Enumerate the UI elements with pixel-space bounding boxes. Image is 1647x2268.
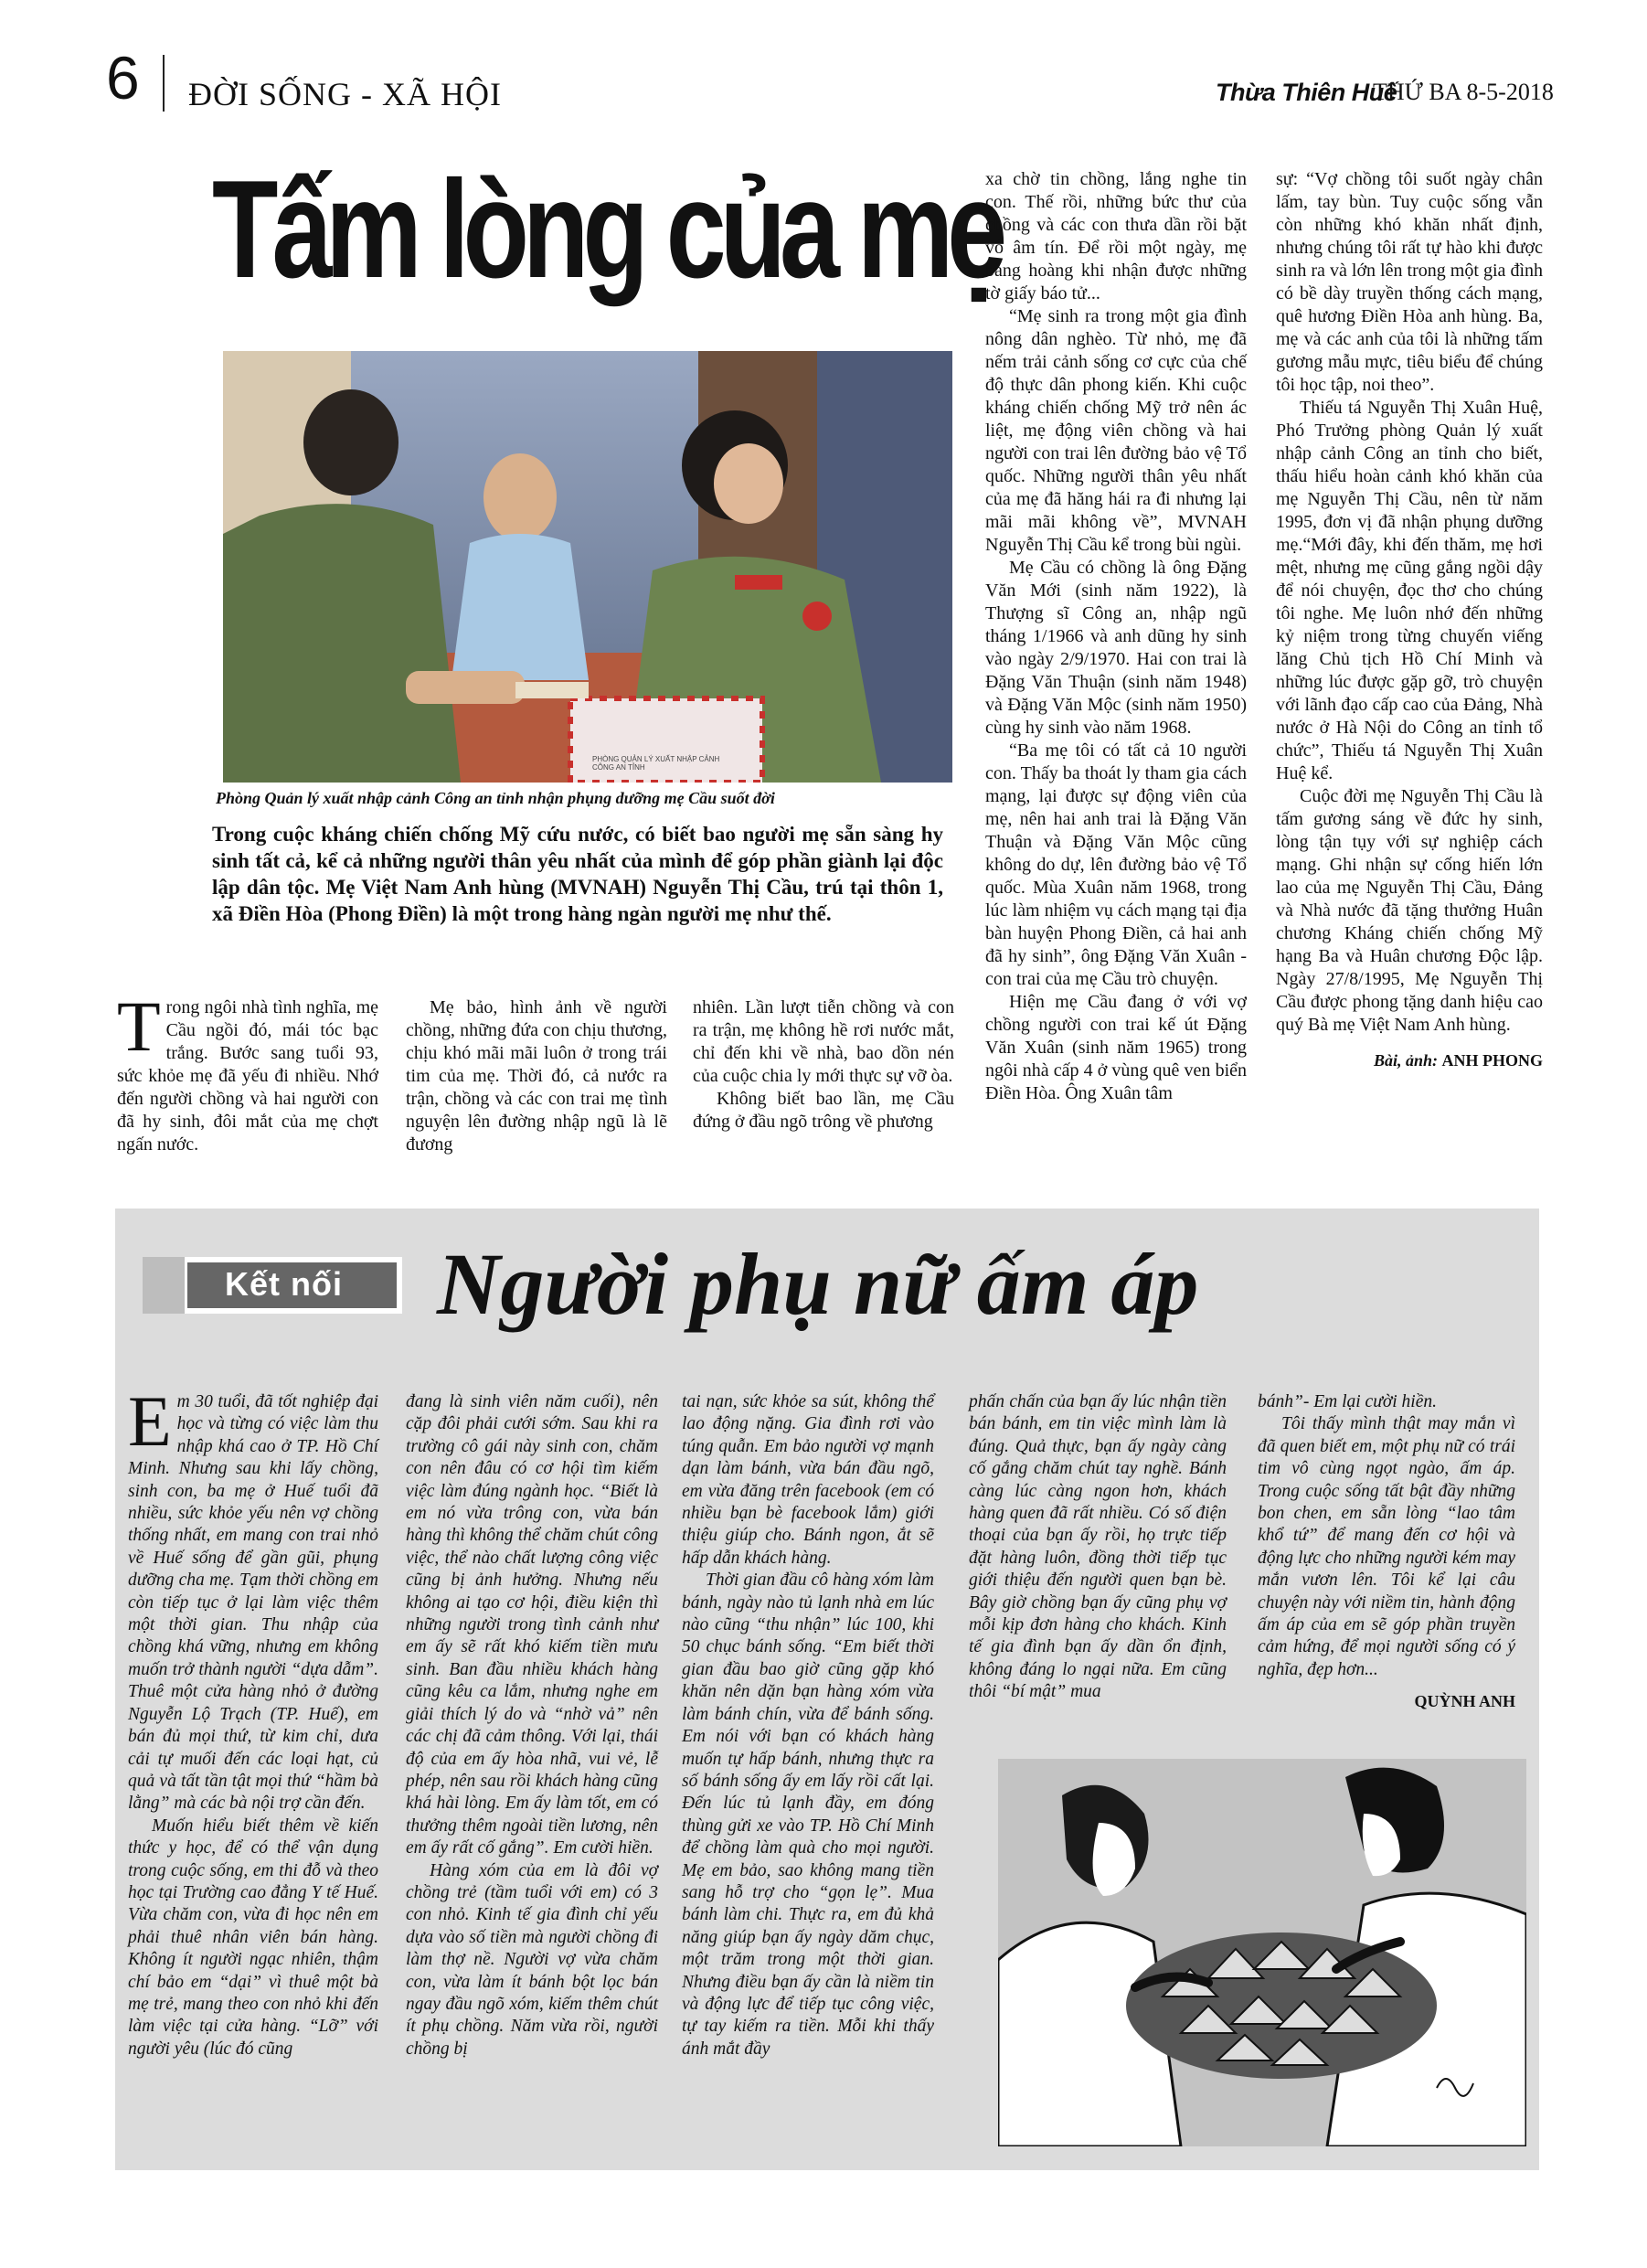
article-headline: Tấm lòng của mẹ [212,152,1002,307]
photo-caption: Phòng Quản lý xuất nhập cảnh Công an tỉnh nhận phụng dưỡng mẹ Cầu suốt đời [216,789,775,807]
article1-column-1 [117,986,378,1156]
article-photo [223,351,952,783]
article2-column-5 [1258,1391,1515,1713]
paragraph: Hiện mẹ Cầu đang ở với vợ chồng người con trai kế út Đặng Văn Xuân (sinh năm 1965) trong ngôi nhà cấp 4 ở vùng quê ven biển Điền Hòa. Ông Xuân tâm [985,992,1247,1103]
paragraph: xa chờ tin chồng, lắng nghe tin con. Thế rồi, những bức thư của chồng và các con thưa dần rồi bặt vô âm tín. Để rồi một ngày, mẹ bàng hoàng khi nhận được những tờ giấy báo tử... [985,169,1247,303]
paragraph: sự: “Vợ chồng tôi suốt ngày chân lấm, tay bùn. Tuy cuộc sống vẫn còn những khó khăn nhất định, nhưng chúng tôi rất tự hào khi được sinh ra và lớn lên trong một gia đình có bề dày truyền thống cách mạng, quê hương Điền Hòa anh hùng. Ba, mẹ và các anh của tôi là những tấm gương mẫu mực, tiêu biểu để chúng tôi học tập, noi theo”. [1276,169,1543,395]
issue-date: THỨ BA 8-5-2018 [1373,79,1554,105]
paragraph: Hàng xóm của em là đôi vợ chồng trẻ (tầm tuổi với em) có 3 con nhỏ. Kinh tế gia đình chỉ yếu dựa vào số tiền mà người chồng đi làm thợ nề. Người vợ vừa chăm con, vừa làm ít bánh bột lọc bán ngay đầu ngõ xóm, kiếm thêm chút ít phụ chồng. Năm vừa rồi, người chồng bị [406,1860,658,2059]
paragraph: phấn chấn của bạn ấy lúc nhận tiền bán bánh, em tin việc mình làm là đúng. Quả thực, bạn ấy ngày càng cố gắng chăm chút tay nghề. Bánh càng lúc càng ngon hơn, khách hàng quen đã rất nhiều. Có số điện thoại của bạn ấy rồi, họ trực tiếp đặt hàng luôn, đồng thời tiếp tục giới thiệu đến người quen bạn bè. Bây giờ chồng bạn ấy cũng phụ vợ mỗi kịp đơn hàng cho khách. Kinh tế gia đình bạn ấy dần ổn định, không đáng lo ngại nữa. Em cũng thôi “bí mật” mua [969,1392,1227,1702]
byline-name: QUỲNH ANH [1414,1692,1515,1711]
paragraph: m 30 tuổi, đã tốt nghiệp đại học và từng có việc làm thu nhập khá cao ở TP. Hồ Chí Minh. Nhưng sau khi lấy chồng, sinh con, ba mẹ ở Huế tuổi đã nhiều, sức khỏe yếu nên vợ chồng thống nhất, em mang con trai nhỏ về Huế sống để gần gũi, phụng dưỡng cha mẹ. Tạm thời chồng em còn tiếp tục ở lại làm việc thêm một thời gian. Thu nhập của chồng khá vững, nhưng em không muốn trở thành người “dựa dẫm”. Thuê một cửa hàng nhỏ ở đường Nguyễn Lộ Trạch (TP. Huế), em bán đủ mọi thứ, từ kim chỉ, dưa cải tự muối đến các loại hạt, củ quả và tất tần tật mọi thứ “hầm bà lằng” mà các bà nội trợ cần đến. [128,1392,378,1814]
paragraph: Thiếu tá Nguyễn Thị Xuân Huệ, Phó Trưởng phòng Quản lý xuất nhập cảnh Công an tỉnh cho biết, thấu hiểu hoàn cảnh khó khăn của mẹ Nguyễn Thị Cầu, nên từ năm 1995, đơn vị đã nhận phụng dưỡng mẹ.“Mới đây, khi đến thăm, mẹ hơi mệt, nhưng mẹ cũng gắng ngồi dậy để nói chuyện, đọc thơ cho chúng tôi nghe. Mẹ luôn nhớ đến những kỷ niệm trong từng chuyến viếng lăng Chủ tịch Hồ Chí Minh và những lúc được gặp gỡ, trò chuyện với lãnh đạo cấp cao của Đảng, Nhà nước ở Hà Nội do Công an tỉnh tổ chức”, Thiếu tá Nguyễn Thị Xuân Huệ kể. [1276,398,1543,783]
article2-column-3 [682,1391,934,2060]
paragraph: “Ba mẹ tôi có tất cả 10 người con. Thấy ba thoát ly tham gia cách mạng, lại được sự động viên của mẹ, nên hai anh trai là Đặng Văn Thuận và Đặng Văn Mộc cũng không do dự, lên đường bảo vệ Tổ quốc. Mùa Xuân năm 1968, trong lúc làm nhiệm vụ cách mạng tại địa bàn huyện Phong Điền, cả hai anh đã hy sinh”, ông Đặng Văn Xuân - con trai của mẹ Cầu trò chuyện. [985,740,1247,989]
paragraph: Tôi thấy mình thật may mắn vì đã quen biết em, một phụ nữ có trái tim vô cùng ngọt ngào, ấm áp. Trong cuộc sống tất bật đầy những bon chen, em sẵn lòng “lao tâm khổ tứ” để mang đến cơ hội và động lực cho những người kém may mắn vươn lên. Tôi kể lại câu chuyện này với niềm tin, hành động ấm áp của em sẽ góp phần truyền cảm hứng, để mọi người sống có ý nghĩa, đẹp hơn... [1258,1414,1515,1679]
tag-accent [143,1257,185,1314]
dropcap: T [117,986,161,1066]
byline-name: ANH PHONG [1441,1051,1543,1070]
header-divider [163,55,165,112]
paragraph: Cuộc đời mẹ Nguyễn Thị Cầu là tấm gương sáng về đức hy sinh, lòng tận tụy với sự nghiệp cách mạng. Ghi nhận sự cống hiến lớn lao của mẹ Nguyễn Thị Cầu, Đảng và Nhà nước đã tặng thưởng Huân chương Kháng chiến chống Mỹ hạng Ba và Huân chương Độc lập. Ngày 27/8/1995, Mẹ Nguyễn Thị Cầu được phong tặng danh hiệu cao quý Bà mẹ Việt Nam Anh hùng. [1276,786,1543,1035]
paragraph: tai nạn, sức khỏe sa sút, không thể lao động nặng. Gia đình rơi vào túng quẫn. Em bảo người vợ mạnh dạn làm bánh, vừa bán đầu ngõ, em vừa đăng trên facebook (em có nhiều bạn bè facebook lắm) giới thiệu giúp cho. Bánh ngon, ắt sẽ hấp dẫn khách hàng. [682,1392,934,1568]
article2-column-2 [406,1391,658,2060]
dropcap: E [128,1381,172,1461]
paragraph: Không biết bao lần, mẹ Cầu đứng ở đầu ngõ trông về phương [693,1089,954,1132]
paragraph: “Mẹ sinh ra trong một gia đình nông dân nghèo. Từ nhỏ, mẹ đã nếm trải cảnh sống cơ cực của chế độ thực dân phong kiến. Khi cuộc kháng chiến chống Mỹ trở nên ác liệt, mẹ động viên chồng và hai người con trai lên đường bảo vệ Tổ quốc. Những người thân yêu nhất của mẹ đã hăng hái ra đi nhưng lại mãi mãi không về”, MVNAH Nguyễn Thị Cầu kể trong bùi ngùi. [985,306,1247,555]
article1-column-2 [406,996,667,1156]
article2-column-4 [969,1391,1227,1704]
byline: Bài, ảnh: ANH PHONG [1373,1051,1543,1070]
article1-column-4 [985,168,1247,1105]
newspaper-masthead: Thừa Thiên Huế [1216,79,1397,106]
paragraph: bánh”- Em lại cười hiền. [1258,1392,1437,1411]
paragraph: Mẹ Cầu có chồng là ông Đặng Văn Mới (sinh năm 1922), là Thượng sĩ Công an, nhập ngũ tháng 1/1966 và anh dũng hy sinh vào ngày 2/9/1970. Hai con trai là Đặng Văn Thuận (sinh năm 1948) và Đặng Văn Mộc (sinh năm 1950) cùng hy sinh vào năm 1968. [985,558,1247,738]
byline [1258,1690,1515,1712]
paragraph: Mẹ bảo, hình ảnh về người chồng, những đứa con chịu thương, chịu khó mãi mãi luôn ở trong trái tim của mẹ. Thời đó, cả nước ra trận, chồng và các con trai mẹ tình nguyện lên đường nhập ngũ là lẽ đương [406,997,667,1155]
paragraph: Thời gian đầu cô hàng xóm làm bánh, ngày nào tủ lạnh nhà em lúc nào cũng “thu nhận” lúc 100, khi 50 chục bánh sống. “Em biết thời gian đầu bao giờ cũng gặp khó khăn nên dặn bạn hàng xóm vừa làm bánh chín, vừa để bánh sống. Em nói với bạn có khách hàng muốn tự hấp bánh, nhưng thực ra số bánh sống ấy em lấy rồi cất lại. Đến lúc tủ lạnh đầy, em đóng thùng gửi xe vào TP. Hồ Chí Minh để chồng làm quà cho mọi người. Mẹ em bảo, sao không mang tiền sang hỗ trợ cho “gọn lẹ”. Mua bánh làm chi. Thực ra, em đủ khả năng giúp bạn ấy ngày dăm chục, một trăm trong một thời gian. Nhưng điều bạn ấy cần là niềm tin và động lực để tiếp tục công việc, tự tay kiếm ra tiền. Mỗi khi thấy ánh mắt đầy [682,1571,934,2059]
gift-box-label: PHÒNG QUẢN LÝ XUẤT NHẬP CẢNH CÔNG AN TỈNH [592,755,720,772]
paragraph: rong ngôi nhà tình nghĩa, mẹ Cầu ngồi đó, mái tóc bạc trắng. Bước sang tuổi 93, sức khỏe mẹ đã yếu đi nhiều. Nhớ đến người chồng và hai người con đã hy sinh, đôi mắt của mẹ chợt ngấn nước. [117,997,378,1155]
article1-column-5 [1276,168,1543,1072]
paragraph: nhiên. Lần lượt tiễn chồng và con ra trận, mẹ không hề rơi nước mắt, chỉ đến khi về nhà, bao dồn nén của cuộc chia ly mới thực sự vỡ òa. [693,997,954,1086]
page-number: 6 [106,44,140,112]
illustration [998,1759,1526,2146]
article2-column-1 [128,1381,378,2060]
paragraph: đang là sinh viên năm cuối), nên cặp đôi phải cưới sớm. Sau khi ra trường cô gái này sinh con, chăm con nên đâu có cơ hội tìm kiếm việc làm đúng ngành học. “Biết là em nó vừa trông con, vừa bán hàng thì không thể chăm chút công việc, thể nào chất lượng công việc cũng bị ảnh hưởng. Nhưng nếu không ai tạo cơ hội, điều kiện thì những người trong tình cảnh như em ấy sẽ rất khó kiếm tiền mưu sinh. Ban đầu nhiều khách hàng cũng kêu ca lắm, nhưng nghe em giải thích lý do và “nhờ vả” nên các chị đã cảm thông. Với lại, thái độ của em ấy hòa nhã, vui vẻ, lễ phép, nên sau rồi khách hàng cũng khá hài lòng. Em ấy làm tốt, em có thưởng thêm ngoài tiền lương, nên em ấy rất cố gắng”. Em cười hiền. [406,1392,658,1858]
article2-headline: Người phụ nữ ấm áp [437,1235,1199,1333]
section-title: ĐỜI SỐNG - XÃ HỘI [188,76,502,112]
section-tag: Kết nối [225,1265,343,1303]
article1-column-3 [693,996,954,1134]
article-lead: Trong cuộc kháng chiến chống Mỹ cứu nước, có biết bao người mẹ sẵn sàng hy sinh tất cả, kể cả những người thân yêu nhất của mình để góp phần giành lại độc lập dân tộc. Mẹ Việt Nam Anh hùng (MVNAH) Nguyễn Thị Cầu, trú tại thôn 1, xã Điền Hòa (Phong Điền) là một trong hàng ngàn người mẹ như thế. [212,823,943,925]
paragraph: Muốn hiểu biết thêm về kiến thức y học, để có thể vận dụng trong cuộc sống, em thi đỗ và theo học tại Trường cao đẳng Y tế Huế. Vừa chăm con, vừa đi học nên em phải thuê nhân viên bán hàng. Không ít người ngạc nhiên, thậm chí bảo em “dại” vì thuê một bà mẹ trẻ, mang theo con nhỏ khi đến làm việc tại cửa hàng. “Lỡ” với người yêu (lúc đó cũng [128,1815,378,2059]
